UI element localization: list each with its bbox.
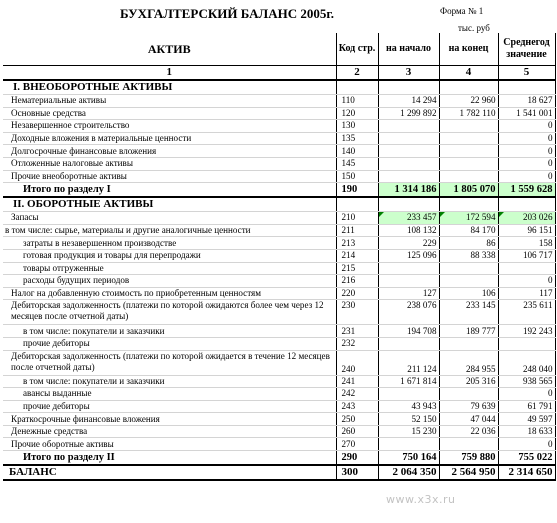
table-row xyxy=(3,425,555,438)
row-code: 260 xyxy=(336,425,378,438)
value-start xyxy=(378,80,439,95)
table-row xyxy=(3,212,555,225)
value-end xyxy=(439,170,498,183)
value-end xyxy=(439,388,498,401)
value-start xyxy=(378,388,439,401)
value-start xyxy=(378,438,439,451)
table-row xyxy=(3,145,555,158)
table-row xyxy=(3,170,555,183)
row-label: Долгосрочные финансовые вложения xyxy=(3,145,336,158)
table-row xyxy=(3,275,555,288)
value-start: 14 294 xyxy=(378,95,439,108)
table-row xyxy=(3,438,555,451)
value-avg: 0 xyxy=(498,132,555,145)
avg-header: Среднегод значение xyxy=(498,33,555,66)
value-start xyxy=(378,132,439,145)
colnum-5: 5 xyxy=(498,66,555,81)
value-start: 127 xyxy=(378,287,439,300)
row-label: Дебиторская задолженность (платежи по которой ожидается в течение 12 месяцев после отчетной даты) xyxy=(3,350,336,375)
table-row xyxy=(3,95,555,108)
row-code: 215 xyxy=(336,262,378,275)
row-code: 216 xyxy=(336,275,378,288)
row-label: Итого по разделу II xyxy=(3,451,336,466)
value-start xyxy=(378,120,439,133)
value-avg: 0 xyxy=(498,170,555,183)
value-start xyxy=(378,145,439,158)
row-label: в том числе: сырье, материалы и другие аналогичные ценности xyxy=(3,224,336,237)
code-header: Код стр. xyxy=(336,33,378,66)
table-row xyxy=(3,451,555,466)
value-start: 238 076 xyxy=(378,300,439,325)
value-end: 2 564 950 xyxy=(439,465,498,480)
table-row xyxy=(3,262,555,275)
table-row xyxy=(3,80,555,95)
colnum-1: 1 xyxy=(3,66,336,81)
row-code: 240 xyxy=(336,350,378,375)
table-row xyxy=(3,300,555,325)
value-start: 1 299 892 xyxy=(378,107,439,120)
row-label: Незавершенное строительство xyxy=(3,120,336,133)
value-end xyxy=(439,337,498,350)
value-avg: 158 xyxy=(498,237,555,250)
value-start: 43 943 xyxy=(378,400,439,413)
value-end xyxy=(439,438,498,451)
value-avg: 2 314 650 xyxy=(498,465,555,480)
value-avg: 117 xyxy=(498,287,555,300)
table-row xyxy=(3,132,555,145)
value-start xyxy=(378,197,439,212)
value-end xyxy=(439,262,498,275)
value-end: 84 170 xyxy=(439,224,498,237)
row-code: 220 xyxy=(336,287,378,300)
row-code: 270 xyxy=(336,438,378,451)
column-number-row xyxy=(3,66,555,81)
table-row xyxy=(3,465,555,480)
value-end xyxy=(439,145,498,158)
value-avg: 0 xyxy=(498,120,555,133)
value-avg xyxy=(498,80,555,95)
row-label: Запасы xyxy=(3,212,336,225)
value-avg: 938 565 xyxy=(498,375,555,388)
value-end xyxy=(439,157,498,170)
value-avg: 192 243 xyxy=(498,325,555,338)
row-code xyxy=(336,80,378,95)
value-end: 1 805 070 xyxy=(439,183,498,198)
value-start: 1 314 186 xyxy=(378,183,439,198)
value-end: 22 036 xyxy=(439,425,498,438)
row-code: 210 xyxy=(336,212,378,225)
aktiv-header: АКТИВ xyxy=(147,42,191,56)
colnum-4: 4 xyxy=(439,66,498,81)
row-code: 120 xyxy=(336,107,378,120)
table-row xyxy=(3,337,555,350)
units-label: тыс. руб xyxy=(458,23,490,33)
value-avg: 18 633 xyxy=(498,425,555,438)
value-end: 205 316 xyxy=(439,375,498,388)
table-row xyxy=(3,388,555,401)
row-code: 300 xyxy=(336,465,378,480)
table-row xyxy=(3,183,555,198)
value-avg: 755 022 xyxy=(498,451,555,466)
colnum-2: 2 xyxy=(336,66,378,81)
value-avg: 61 791 xyxy=(498,400,555,413)
value-start: 750 164 xyxy=(378,451,439,466)
value-end: 759 880 xyxy=(439,451,498,466)
value-start: 211 124 xyxy=(378,350,439,375)
value-avg xyxy=(498,337,555,350)
row-label: прочие дебиторы xyxy=(3,337,336,350)
row-label: Налог на добавленную стоимость по приобретенным ценностям xyxy=(3,287,336,300)
start-header: на начало xyxy=(378,33,439,66)
value-start: 233 457 xyxy=(378,212,439,225)
table-row xyxy=(3,120,555,133)
row-code: 211 xyxy=(336,224,378,237)
table-row xyxy=(3,350,555,375)
row-label: Доходные вложения в материальные ценности xyxy=(3,132,336,145)
value-start xyxy=(378,262,439,275)
row-code: 243 xyxy=(336,400,378,413)
value-end: 86 xyxy=(439,237,498,250)
value-start: 15 230 xyxy=(378,425,439,438)
row-label: товары отгруженные xyxy=(3,262,336,275)
value-end xyxy=(439,275,498,288)
row-code: 135 xyxy=(336,132,378,145)
watermark: www.x3x.ru xyxy=(386,493,456,506)
row-code: 145 xyxy=(336,157,378,170)
value-avg: 235 611 xyxy=(498,300,555,325)
row-label: авансы выданные xyxy=(3,388,336,401)
row-label: II. ОБОРОТНЫЕ АКТИВЫ xyxy=(3,197,336,212)
row-code: 242 xyxy=(336,388,378,401)
value-avg: 0 xyxy=(498,157,555,170)
table-row xyxy=(3,224,555,237)
form-number: Форма № 1 xyxy=(440,6,484,16)
table-row xyxy=(3,249,555,262)
table-row xyxy=(3,375,555,388)
value-end: 189 777 xyxy=(439,325,498,338)
row-code: 241 xyxy=(336,375,378,388)
row-label: Нематериальные активы xyxy=(3,95,336,108)
value-avg: 0 xyxy=(498,388,555,401)
value-end: 79 639 xyxy=(439,400,498,413)
table-row xyxy=(3,325,555,338)
header-row xyxy=(3,33,555,66)
value-start: 125 096 xyxy=(378,249,439,262)
row-label: Итого по разделу I xyxy=(3,183,336,198)
value-start: 2 064 350 xyxy=(378,465,439,480)
row-label: БАЛАНС xyxy=(3,465,336,480)
value-end: 106 xyxy=(439,287,498,300)
row-label: I. ВНЕОБОРОТНЫЕ АКТИВЫ xyxy=(3,80,336,95)
row-code: 230 xyxy=(336,300,378,325)
value-end xyxy=(439,132,498,145)
value-start xyxy=(378,275,439,288)
value-start xyxy=(378,170,439,183)
row-code: 250 xyxy=(336,413,378,426)
row-code: 232 xyxy=(336,337,378,350)
value-start: 108 132 xyxy=(378,224,439,237)
value-end: 172 594 xyxy=(439,212,498,225)
value-start: 1 671 814 xyxy=(378,375,439,388)
row-label: Основные средства xyxy=(3,107,336,120)
table-row xyxy=(3,413,555,426)
value-avg: 0 xyxy=(498,275,555,288)
value-start: 194 708 xyxy=(378,325,439,338)
row-label: затраты в незавершенном производстве xyxy=(3,237,336,250)
row-code: 290 xyxy=(336,451,378,466)
value-end: 22 960 xyxy=(439,95,498,108)
colnum-3: 3 xyxy=(378,66,439,81)
value-start xyxy=(378,157,439,170)
value-start: 229 xyxy=(378,237,439,250)
value-end xyxy=(439,120,498,133)
row-label: Краткосрочные финансовые вложения xyxy=(3,413,336,426)
value-start: 52 150 xyxy=(378,413,439,426)
row-label: Отложенные налоговые активы xyxy=(3,157,336,170)
value-avg: 49 597 xyxy=(498,413,555,426)
value-end xyxy=(439,80,498,95)
row-code: 140 xyxy=(336,145,378,158)
row-code: 110 xyxy=(336,95,378,108)
row-label: готовая продукция и товары для перепродажи xyxy=(3,249,336,262)
table-row xyxy=(3,287,555,300)
row-code: 213 xyxy=(336,237,378,250)
row-label: в том числе: покупатели и заказчики xyxy=(3,375,336,388)
table-row xyxy=(3,237,555,250)
balance-table xyxy=(3,33,556,481)
row-label: в том числе: покупатели и заказчики xyxy=(3,325,336,338)
row-code: 190 xyxy=(336,183,378,198)
value-end: 88 338 xyxy=(439,249,498,262)
page-title: БУХГАЛТЕРСКИЙ БАЛАНС 2005г. xyxy=(120,6,335,21)
value-end xyxy=(439,197,498,212)
row-code xyxy=(336,197,378,212)
end-header: на конец xyxy=(439,33,498,66)
value-end: 1 782 110 xyxy=(439,107,498,120)
row-label: Прочие оборотные активы xyxy=(3,438,336,451)
table-row xyxy=(3,197,555,212)
row-code: 214 xyxy=(336,249,378,262)
value-avg: 106 717 xyxy=(498,249,555,262)
value-end: 284 955 xyxy=(439,350,498,375)
value-start xyxy=(378,337,439,350)
table-row xyxy=(3,107,555,120)
value-end: 47 044 xyxy=(439,413,498,426)
row-code: 231 xyxy=(336,325,378,338)
row-label: расходы будущих периодов xyxy=(3,275,336,288)
value-avg: 96 151 xyxy=(498,224,555,237)
value-avg: 203 026 xyxy=(498,212,555,225)
row-label: прочие дебиторы xyxy=(3,400,336,413)
row-label: Прочие внеоборотные активы xyxy=(3,170,336,183)
row-code: 130 xyxy=(336,120,378,133)
value-end: 233 145 xyxy=(439,300,498,325)
value-avg: 1 559 628 xyxy=(498,183,555,198)
row-label: Денежные средства xyxy=(3,425,336,438)
row-code: 150 xyxy=(336,170,378,183)
row-label: Дебиторская задолженность (платежи по которой ожидаются более чем через 12 месяцев после отчетной даты) xyxy=(3,300,336,325)
value-avg: 248 040 xyxy=(498,350,555,375)
value-avg: 18 627 xyxy=(498,95,555,108)
value-avg xyxy=(498,197,555,212)
table-row xyxy=(3,157,555,170)
table-row xyxy=(3,400,555,413)
value-avg: 1 541 001 xyxy=(498,107,555,120)
value-avg xyxy=(498,262,555,275)
value-avg: 0 xyxy=(498,438,555,451)
value-avg: 0 xyxy=(498,145,555,158)
